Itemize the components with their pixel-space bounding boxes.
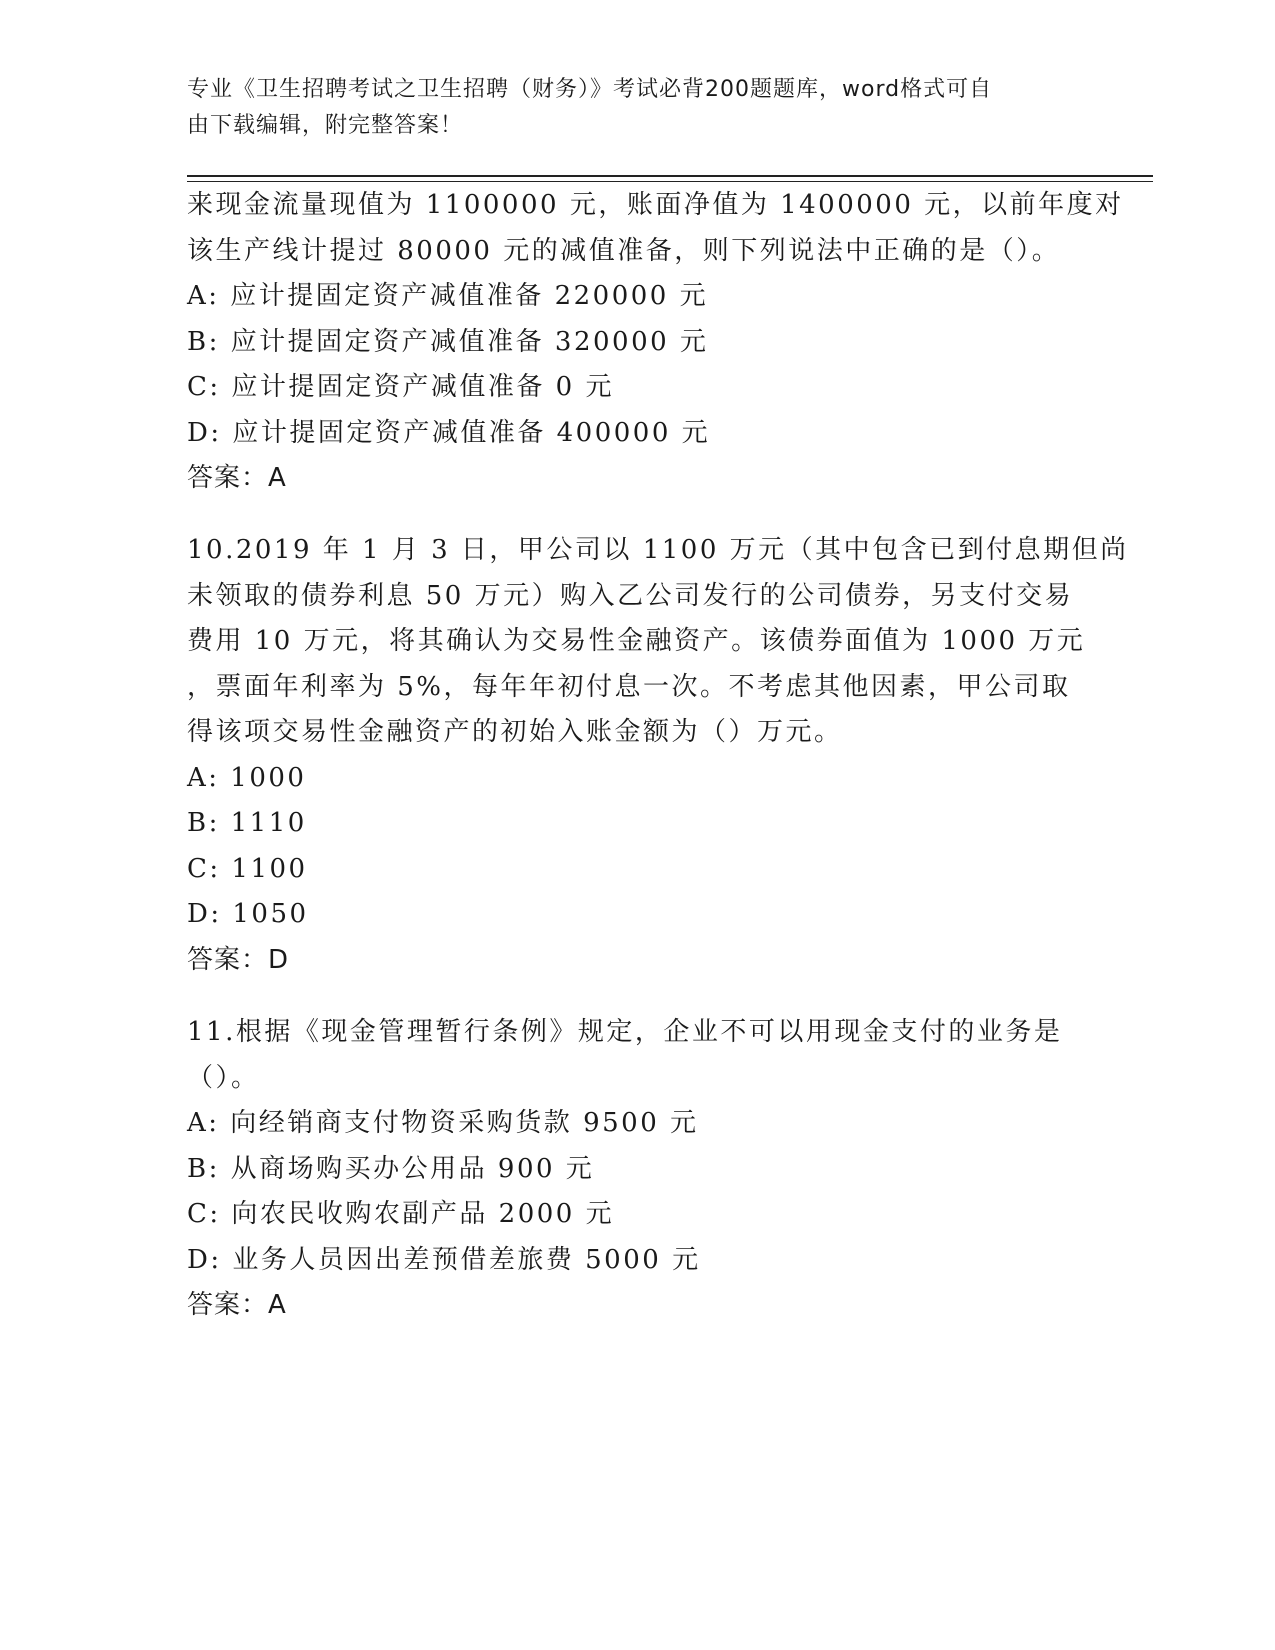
option-b: B: 1110 — [187, 808, 307, 838]
option-d: D: 1050 — [187, 899, 309, 929]
option-c: C: 1100 — [187, 853, 308, 884]
option-d: D: 业务人员因出差预借差旅费 5000 元 — [187, 1244, 701, 1275]
option-a: A: 1000 — [187, 762, 307, 793]
header-line-1: 专业《卫生招聘考试之卫生招聘（财务）》考试必背200题题库，word格式可自 — [187, 77, 993, 102]
question-11 — [187, 1010, 1087, 1329]
question-stem-line: 未领取的债券利息 50 万元）购入乙公司发行的公司债券，另支付交易 — [187, 580, 1074, 611]
question-stem-line: 费用 10 万元，将其确认为交易性金融资产。该债券面值为 1000 万元 — [187, 626, 1086, 656]
option-d: D: 应计提固定资产减值准备 400000 元 — [187, 417, 711, 448]
answer-text: 答案：A — [187, 1290, 287, 1320]
option-b: B: 应计提固定资产减值准备 320000 元 — [187, 326, 709, 357]
question-10 — [187, 528, 1129, 983]
header-line-2: 由下载编辑，附完整答案！ — [187, 113, 464, 138]
option-c: C: 向农民收购农副产品 2000 元 — [187, 1199, 615, 1229]
question-stem-line: ，票面年利率为 5%，每年年初付息一次。不考虑其他因素，甲公司取 — [187, 671, 1071, 702]
question-stem-line: 得该项交易性金融资产的初始入账金额为（）万元。 — [187, 717, 843, 747]
answer-text: 答案：A — [187, 463, 287, 493]
question-stem-line: 来现金流量现值为 1100000 元，账面净值为 1400000 元，以前年度对 — [187, 190, 1124, 220]
option-a: A: 应计提固定资产减值准备 220000 元 — [187, 281, 709, 311]
question-stem-line: 该生产线计提过 80000 元的减值准备，则下列说法中正确的是（）。 — [187, 235, 1061, 266]
option-a: A: 向经销商支付物资采购货款 9500 元 — [187, 1108, 699, 1138]
header-divider-thick — [187, 175, 1153, 177]
header-divider-thin — [187, 181, 1153, 182]
option-c: C: 应计提固定资产减值准备 0 元 — [187, 372, 614, 402]
option-b: B: 从商场购买办公用品 900 元 — [187, 1153, 595, 1184]
question-stem-line: 11.根据《现金管理暂行条例》规定，企业不可以用现金支付的业务是 — [187, 1017, 1063, 1047]
answer-text: 答案：D — [187, 944, 290, 975]
question-stem-line: （）。 — [187, 1062, 260, 1093]
document-header — [187, 72, 1067, 144]
question-9 — [187, 183, 1124, 502]
question-stem-line: 10.2019 年 1 月 3 日，甲公司以 1100 万元（其中包含已到付息期但尚 — [187, 535, 1129, 565]
